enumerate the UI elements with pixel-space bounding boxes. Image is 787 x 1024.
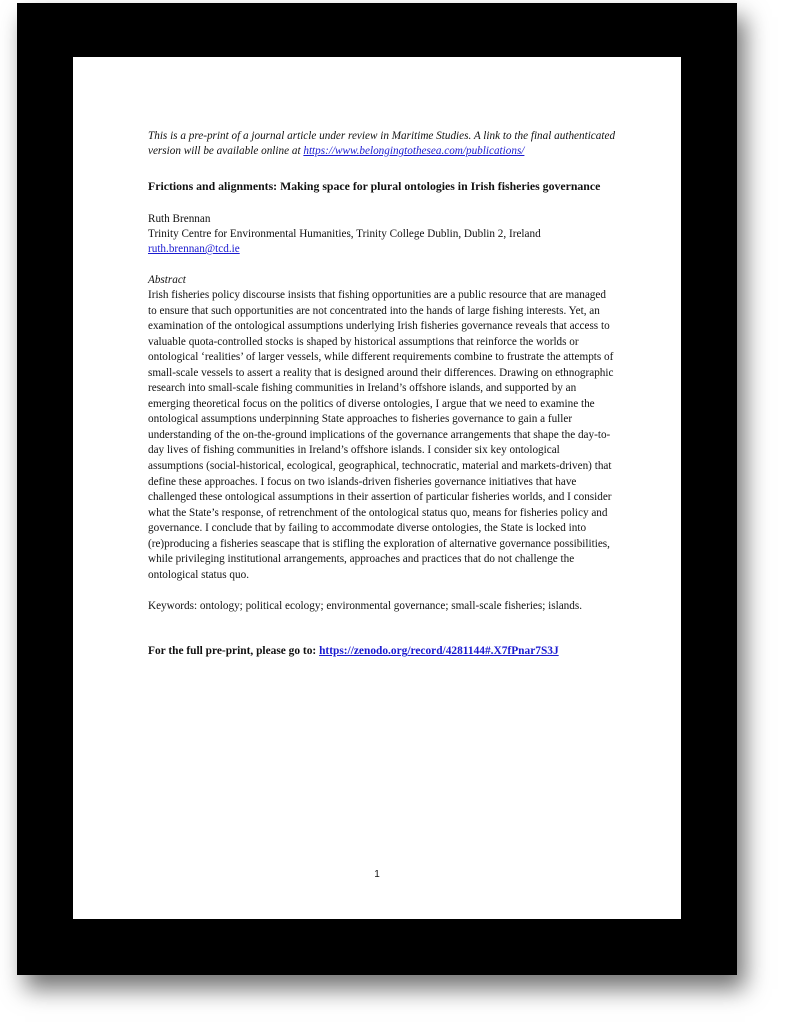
page-content	[148, 129, 616, 659]
preprint-note	[148, 129, 616, 159]
author-affiliation: Trinity Centre for Environmental Humanities, Trinity College Dublin, Dublin 2, Ireland	[148, 228, 541, 240]
keywords: Keywords: ontology; political ecology; environmental governance; small-scale fisheries; islands.	[148, 600, 583, 613]
publications-link[interactable]: https://www.belongingtothesea.com/publications/	[303, 145, 525, 157]
abstract-heading: Abstract	[148, 274, 186, 286]
preprint-note-text: This is a pre-print of a journal article under review in Maritime Studies. A link to the final authenticated version will be available online at	[148, 130, 616, 157]
author-email-link[interactable]: ruth.brennan@tcd.ie	[148, 243, 240, 255]
full-preprint-line	[148, 644, 616, 659]
page-number: 1	[374, 869, 380, 880]
document-page	[73, 57, 681, 919]
author-name: Ruth Brennan	[148, 213, 211, 225]
zenodo-link[interactable]: https://zenodo.org/record/4281144#.X7fPnar7S3J	[319, 645, 559, 658]
abstract-body: Irish fisheries policy discourse insists that fishing opportunities are a public resource that are managed to ensure that such opportunities are not concentrated into the hands of large fishing interests. Yet, an examination of the ontological assumptions underlying Irish fisheries governance reveals that access to valuable quota-controlled stocks is shaped by historical assumptions that reinforce the worlds or ontological ‘realities’ of larger vessels, while different requirements combine to frustrate the attempts of small-scale vessels to assert a reality that is designed around their differences. Drawing on ethnographic research into small-scale fishing communities in Ireland’s offshore islands, and supported by an emerging theoretical focus on the politics of diverse ontologies, I argue that we need to examine the ontological assumptions underpinning State approaches to fisheries governance to gain a fuller understanding of the on-the-ground implications of the governance arrangements that shape the day-to-day lives of fishing communities in Ireland’s offshore islands. I consider six key ontological assumptions (social-historical, ecological, geographical, technocratic, material and markets-driven) that define these approaches. I focus on two islands-driven fisheries governance initiatives that have challenged these ontological assumptions in their assertion of particular fisheries worlds, and I consider what the State’s response, of retrenchment of the ontological status quo, means for fisheries policy and governance. I conclude that by failing to accommodate diverse ontologies, the State is locked into (re)producing a fisheries seascape that is stifling the exploration of alternative governance possibilities, while privileging institutional arrangements, approaches and practices that do not challenge the ontological status quo.	[148, 289, 614, 581]
article-title: Frictions and alignments: Making space for plural ontologies in Irish fisheries governance	[148, 179, 601, 193]
full-preprint-label: For the full pre-print, please go to:	[148, 645, 320, 658]
author-block	[148, 212, 616, 257]
